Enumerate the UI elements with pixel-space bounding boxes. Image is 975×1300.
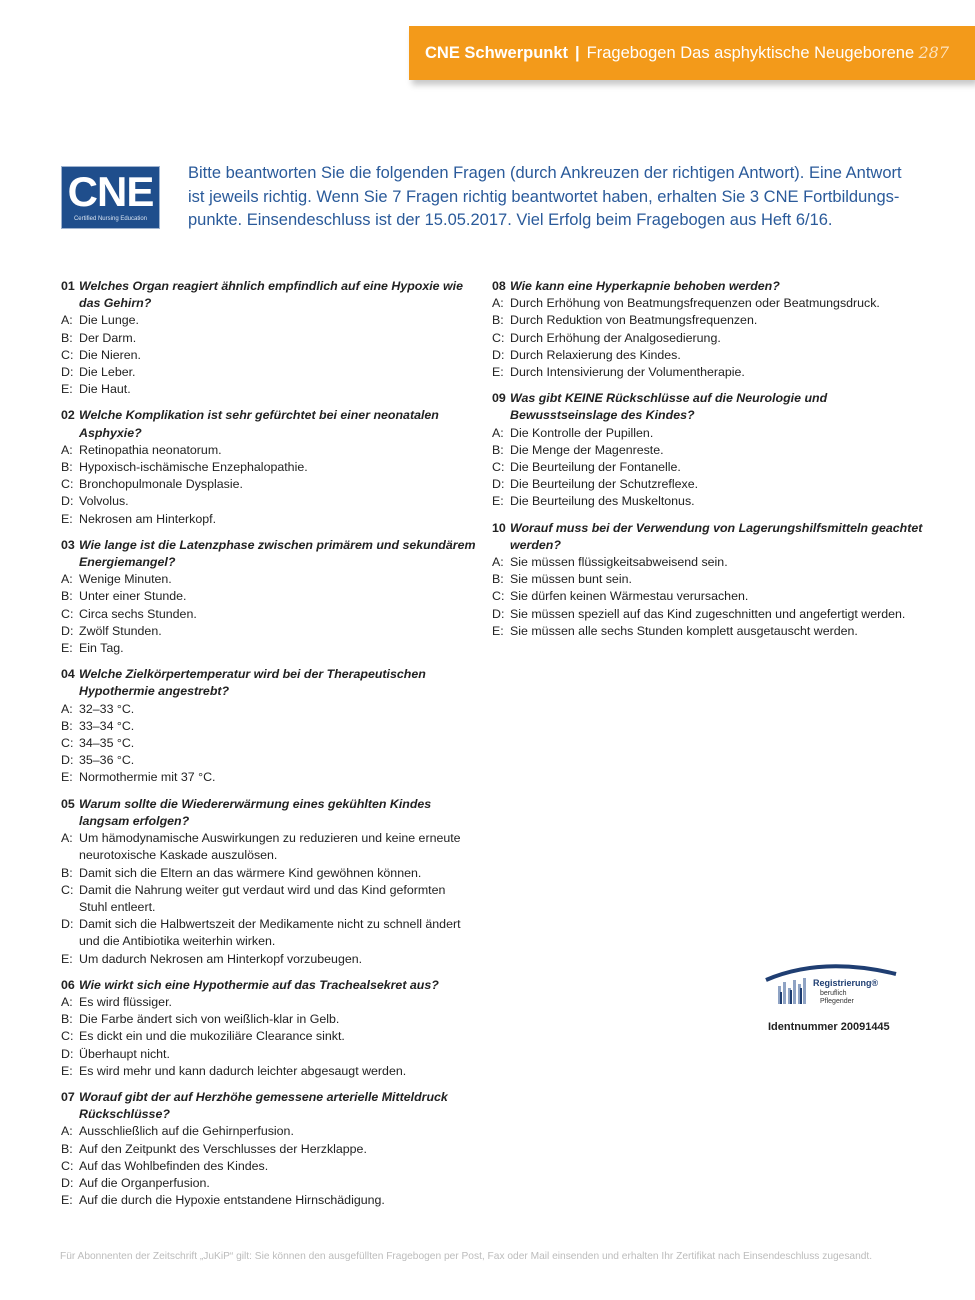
- question-title: [61, 537, 476, 571]
- answer-letter: C:: [61, 1158, 74, 1173]
- answer-text: Durch Reduktion von Beatmungsfrequenzen.: [510, 313, 758, 328]
- answer-option[interactable]: [61, 735, 476, 752]
- answer-option[interactable]: [61, 718, 476, 735]
- answer-option[interactable]: [61, 882, 476, 916]
- answer-letter: E:: [492, 623, 504, 638]
- question-text: Wie kann eine Hyperkapnie behoben werden?: [510, 279, 780, 293]
- question-04: [61, 666, 476, 786]
- answer-letter: A:: [61, 994, 73, 1009]
- answer-letter: E:: [61, 382, 73, 397]
- question-05: [61, 796, 476, 968]
- question-10: [492, 520, 932, 640]
- answer-text: Die Nieren.: [79, 347, 141, 362]
- answer-text: Um dadurch Nekrosen am Hinterkopf vorzubeugen.: [79, 951, 363, 966]
- answer-letter: B:: [61, 330, 73, 345]
- answer-letter: A:: [492, 425, 504, 440]
- answer-option[interactable]: [61, 1192, 476, 1209]
- answer-text: Um hämodynamische Auswirkungen zu reduzieren und keine erneute neurotoxische Kaskade auszulösen.: [79, 831, 461, 863]
- question-09: [492, 390, 932, 510]
- answer-letter: E:: [61, 1063, 73, 1078]
- answer-letter: D:: [61, 365, 74, 380]
- question-06: [61, 977, 476, 1080]
- answer-letter: B:: [61, 1141, 73, 1156]
- answer-text: Durch Erhöhung von Beatmungsfrequenzen oder Beatmungsdruck.: [510, 296, 880, 311]
- answer-text: Damit sich die Halbwertszeit der Medikamente nicht zu schnell ändert und die Antibiotika weiterhin wirken.: [79, 917, 461, 949]
- answer-text: Damit die Nahrung weiter gut verdaut wird und das Kind geformten Stuhl entleert.: [79, 882, 446, 914]
- answer-option[interactable]: [61, 701, 476, 718]
- registration-subtitle: [820, 990, 854, 1006]
- footer-note: Für Abonnenten der Zeitschrift „JuKiP“ gilt: Sie können den ausgefüllten Fragebogen per Post, Fax oder Mail einsenden und erhalten Ihr Zertifikat nach Einsendeschluss zugesandt.: [60, 1251, 873, 1262]
- registration-subtitle-2: Pflegender: [820, 998, 854, 1005]
- answer-letter: B:: [61, 718, 73, 733]
- header-separator: |: [575, 43, 580, 62]
- answer-option[interactable]: [492, 330, 932, 347]
- question-number: 07: [61, 1089, 75, 1104]
- answer-letter: B:: [61, 589, 73, 604]
- answer-text: Circa sechs Stunden.: [79, 606, 197, 621]
- question-text: Welche Zielkörpertemperatur wird bei der Therapeutischen Hypothermie angestrebt?: [79, 667, 426, 699]
- answer-letter: D:: [61, 623, 74, 638]
- answer-option[interactable]: [61, 769, 476, 786]
- answer-option[interactable]: [61, 951, 476, 968]
- answer-option[interactable]: [61, 640, 476, 657]
- answer-option[interactable]: [492, 588, 932, 605]
- answer-text: Die Menge der Magenreste.: [510, 442, 664, 457]
- question-number: 10: [492, 520, 506, 535]
- answer-option[interactable]: [61, 493, 476, 510]
- answer-letter: E:: [492, 365, 504, 380]
- answer-text: Die Farbe ändert sich von weißlich-klar in Gelb.: [79, 1012, 340, 1027]
- question-07: [61, 1089, 476, 1209]
- answer-option[interactable]: [61, 623, 476, 640]
- answer-option[interactable]: [61, 442, 476, 459]
- answer-option[interactable]: [61, 1141, 476, 1158]
- answer-option[interactable]: [61, 381, 476, 398]
- cne-logo-text: CNE: [67, 168, 154, 215]
- answer-option[interactable]: [61, 830, 476, 864]
- answer-text: Sie müssen bunt sein.: [510, 572, 632, 587]
- answer-text: Auf das Wohlbefinden des Kindes.: [79, 1158, 269, 1173]
- question-number: 09: [492, 391, 506, 406]
- answer-text: Hypoxisch-ischämische Enzephalopathie.: [79, 460, 308, 475]
- question-title: [61, 796, 476, 830]
- registration-subtitle-1: beruflich: [820, 990, 847, 997]
- answer-option[interactable]: [61, 1028, 476, 1045]
- answer-letter: E:: [61, 1193, 73, 1208]
- question-title: [61, 977, 476, 994]
- question-title: [492, 520, 932, 554]
- answer-option[interactable]: [61, 347, 476, 364]
- questions-column-right: [492, 278, 932, 649]
- answer-letter: D:: [61, 753, 74, 768]
- question-01: [61, 278, 476, 398]
- answer-letter: B:: [61, 460, 73, 475]
- answer-text: Sie müssen alle sechs Stunden komplett ausgetauscht werden.: [510, 623, 858, 638]
- answer-letter: D:: [492, 347, 505, 362]
- answer-text: Die Haut.: [79, 382, 131, 397]
- answer-letter: C:: [61, 736, 74, 751]
- answer-letter: E:: [61, 770, 73, 785]
- question-title: [61, 666, 476, 700]
- answer-option[interactable]: [492, 623, 932, 640]
- answer-text: Die Beurteilung des Muskeltonus.: [510, 494, 695, 509]
- section-label: CNE Schwerpunkt: [425, 43, 569, 62]
- answer-option[interactable]: [61, 476, 476, 493]
- answer-letter: A:: [492, 555, 504, 570]
- question-text: Worauf muss bei der Verwendung von Lagerungshilfsmitteln geachtet werden?: [510, 520, 923, 552]
- answer-letter: D:: [61, 494, 74, 509]
- cne-logo: [61, 166, 160, 229]
- answer-option[interactable]: [492, 442, 932, 459]
- answer-text: Die Kontrolle der Pupillen.: [510, 425, 654, 440]
- answer-option[interactable]: [61, 1046, 476, 1063]
- answer-text: Auf die Organperfusion.: [79, 1175, 210, 1190]
- answer-option[interactable]: [61, 1011, 476, 1028]
- answer-text: Es wird mehr und kann dadurch leichter abgesaugt werden.: [79, 1063, 407, 1078]
- answer-option[interactable]: [492, 571, 932, 588]
- answer-option[interactable]: [61, 459, 476, 476]
- question-text: Welches Organ reagiert ähnlich empfindlich auf eine Hypoxie wie das Gehirn?: [79, 279, 463, 311]
- question-number: 08: [492, 279, 506, 293]
- answer-option[interactable]: [61, 1158, 476, 1175]
- answer-letter: D:: [61, 1046, 74, 1061]
- answer-letter: B:: [492, 442, 504, 457]
- answer-text: Sie müssen speziell auf das Kind zugeschnitten und angefertigt werden.: [510, 606, 906, 621]
- answer-option[interactable]: [61, 364, 476, 381]
- answer-text: Es wird flüssiger.: [79, 994, 172, 1009]
- question-number: 06: [61, 977, 75, 992]
- answer-option[interactable]: [492, 554, 932, 571]
- answer-letter: C:: [61, 882, 74, 897]
- question-text: Worauf gibt der auf Herzhöhe gemessene arterielle Mitteldruck Rückschlüsse?: [79, 1089, 448, 1122]
- question-title: [61, 278, 476, 312]
- header-band: [409, 26, 975, 80]
- answer-text: Durch Intensivierung der Volumentherapie.: [510, 365, 745, 380]
- answer-text: Volvolus.: [79, 494, 129, 509]
- registration-id: Identnummer 20091445: [768, 1021, 890, 1033]
- question-08: [492, 278, 932, 381]
- answer-letter: D:: [492, 477, 505, 492]
- question-title: [492, 278, 932, 295]
- page-number: 287: [918, 43, 949, 62]
- answer-letter: C:: [492, 330, 505, 345]
- answer-text: Zwölf Stunden.: [79, 623, 162, 638]
- question-number: 03: [61, 537, 75, 552]
- answer-text: 34–35 °C.: [79, 736, 135, 751]
- answer-text: Sie dürfen keinen Wärmestau verursachen.: [510, 589, 749, 604]
- intro-text: Bitte beantworten Sie die folgenden Fragen (durch Ankreuzen der richtigen Antwort). Eine Antwort ist jeweils richtig. Wenn Sie 7 Fragen richtig beantwortet haben, erhalten Sie 3 CNE Fortbildungspunkte. Einsendeschluss ist der 15.05.2017. Viel Erfolg beim Fragebogen aus Heft 6/16.: [188, 164, 902, 229]
- answer-letter: E:: [61, 951, 73, 966]
- answer-option[interactable]: [492, 459, 932, 476]
- question-text: Welche Komplikation ist sehr gefürchtet bei einer neonatalen Asphyxie?: [79, 408, 439, 440]
- answer-letter: C:: [61, 347, 74, 362]
- answer-letter: C:: [61, 477, 74, 492]
- answer-text: Wenige Minuten.: [79, 572, 172, 587]
- answer-option[interactable]: [492, 476, 932, 493]
- answer-text: Bronchopulmonale Dysplasie.: [79, 477, 243, 492]
- question-title: [61, 1089, 476, 1123]
- answer-text: Durch Relaxierung des Kindes.: [510, 347, 681, 362]
- answer-option[interactable]: [61, 511, 476, 528]
- answer-text: Die Beurteilung der Schutzreflexe.: [510, 477, 699, 492]
- answer-letter: E:: [492, 494, 504, 509]
- answer-letter: B:: [61, 865, 73, 880]
- answer-option[interactable]: [61, 1063, 476, 1080]
- answer-text: Die Lunge.: [79, 313, 139, 328]
- answer-letter: C:: [492, 460, 505, 475]
- answer-letter: A:: [492, 296, 504, 311]
- cne-logo-tagline: Certified Nursing Education: [73, 216, 148, 222]
- answer-option[interactable]: [492, 364, 932, 381]
- question-number: 05: [61, 796, 75, 811]
- registration-title: Registrierung®: [813, 978, 879, 988]
- answer-option[interactable]: [492, 312, 932, 329]
- answer-letter: A:: [61, 831, 73, 846]
- answer-text: Durch Erhöhung der Analgosedierung.: [510, 330, 721, 345]
- answer-letter: D:: [61, 917, 74, 932]
- answer-option[interactable]: [61, 1175, 476, 1192]
- answer-letter: C:: [61, 606, 74, 621]
- answer-option[interactable]: [61, 588, 476, 605]
- answer-option[interactable]: [492, 295, 932, 312]
- answer-letter: D:: [61, 1175, 74, 1190]
- answer-letter: B:: [61, 1012, 73, 1027]
- answer-option[interactable]: [492, 606, 932, 623]
- answer-text: Nekrosen am Hinterkopf.: [79, 511, 217, 526]
- answer-option[interactable]: [61, 752, 476, 769]
- answer-letter: A:: [61, 442, 73, 457]
- question-number: 01: [61, 279, 75, 293]
- answer-text: Auf den Zeitpunkt des Verschlusses der Herzklappe.: [79, 1141, 367, 1156]
- answer-text: Die Beurteilung der Fontanelle.: [510, 460, 681, 475]
- answer-letter: C:: [492, 589, 505, 604]
- answer-option[interactable]: [61, 571, 476, 588]
- questions-column-left: [61, 278, 476, 1218]
- answer-letter: A:: [61, 313, 73, 328]
- answer-letter: A:: [61, 1124, 73, 1139]
- answer-letter: A:: [61, 701, 73, 716]
- answer-option[interactable]: [492, 347, 932, 364]
- answer-text: Auf die durch die Hypoxie entstandene Hirnschädigung.: [79, 1193, 385, 1208]
- question-text: Wie wirkt sich eine Hypothermie auf das Trachealsekret aus?: [79, 977, 439, 992]
- answer-letter: C:: [61, 1029, 74, 1044]
- question-number: 02: [61, 408, 75, 423]
- answer-text: Ausschließlich auf die Gehirnperfusion.: [79, 1124, 294, 1139]
- question-title: [492, 390, 932, 424]
- answer-text: Normothermie mit 37 °C.: [79, 770, 216, 785]
- answer-text: Sie müssen flüssigkeitsabweisend sein.: [510, 555, 728, 570]
- answer-text: Die Leber.: [79, 365, 136, 380]
- answer-letter: B:: [492, 313, 504, 328]
- answer-letter: E:: [61, 511, 73, 526]
- answer-letter: B:: [492, 572, 504, 587]
- question-text: Was gibt KEINE Rückschlüsse auf die Neurologie und Bewusstseinslage des Kindes?: [510, 391, 828, 423]
- question-number: 04: [61, 667, 75, 682]
- answer-option[interactable]: [61, 312, 476, 329]
- question-text: Wie lange ist die Latenzphase zwischen primärem und sekundärem Energiemangel?: [79, 537, 476, 570]
- answer-option[interactable]: [61, 994, 476, 1011]
- answer-text: Damit sich die Eltern an das wärmere Kind gewöhnen können.: [79, 865, 422, 880]
- answer-option[interactable]: [492, 425, 932, 442]
- answer-option[interactable]: [61, 916, 476, 950]
- answer-option[interactable]: [61, 865, 476, 882]
- answer-option[interactable]: [61, 330, 476, 347]
- question-03: [61, 537, 476, 657]
- answer-letter: D:: [492, 606, 505, 621]
- answer-text: Retinopathia neonatorum.: [79, 442, 222, 457]
- answer-letter: E:: [61, 641, 73, 656]
- page-title: Fragebogen Das asphyktische Neugeborene: [586, 43, 915, 62]
- question-text: Warum sollte die Wiedererwärmung eines gekühlten Kindes langsam erfolgen?: [79, 796, 432, 828]
- answer-text: 32–33 °C.: [79, 701, 135, 716]
- answer-text: Überhaupt nicht.: [79, 1046, 170, 1061]
- answer-text: 33–34 °C.: [79, 718, 135, 733]
- answer-option[interactable]: [61, 1123, 476, 1140]
- question-02: [61, 407, 476, 527]
- answer-text: Unter einer Stunde.: [79, 589, 187, 604]
- answer-letter: A:: [61, 572, 73, 587]
- answer-text: Der Darm.: [79, 330, 137, 345]
- answer-text: Ein Tag.: [79, 641, 124, 656]
- answer-option[interactable]: [61, 606, 476, 623]
- answer-option[interactable]: [492, 493, 932, 510]
- question-title: [61, 407, 476, 441]
- answer-text: 35–36 °C.: [79, 753, 135, 768]
- answer-text: Es dickt ein und die mukoziliäre Clearance sinkt.: [79, 1029, 345, 1044]
